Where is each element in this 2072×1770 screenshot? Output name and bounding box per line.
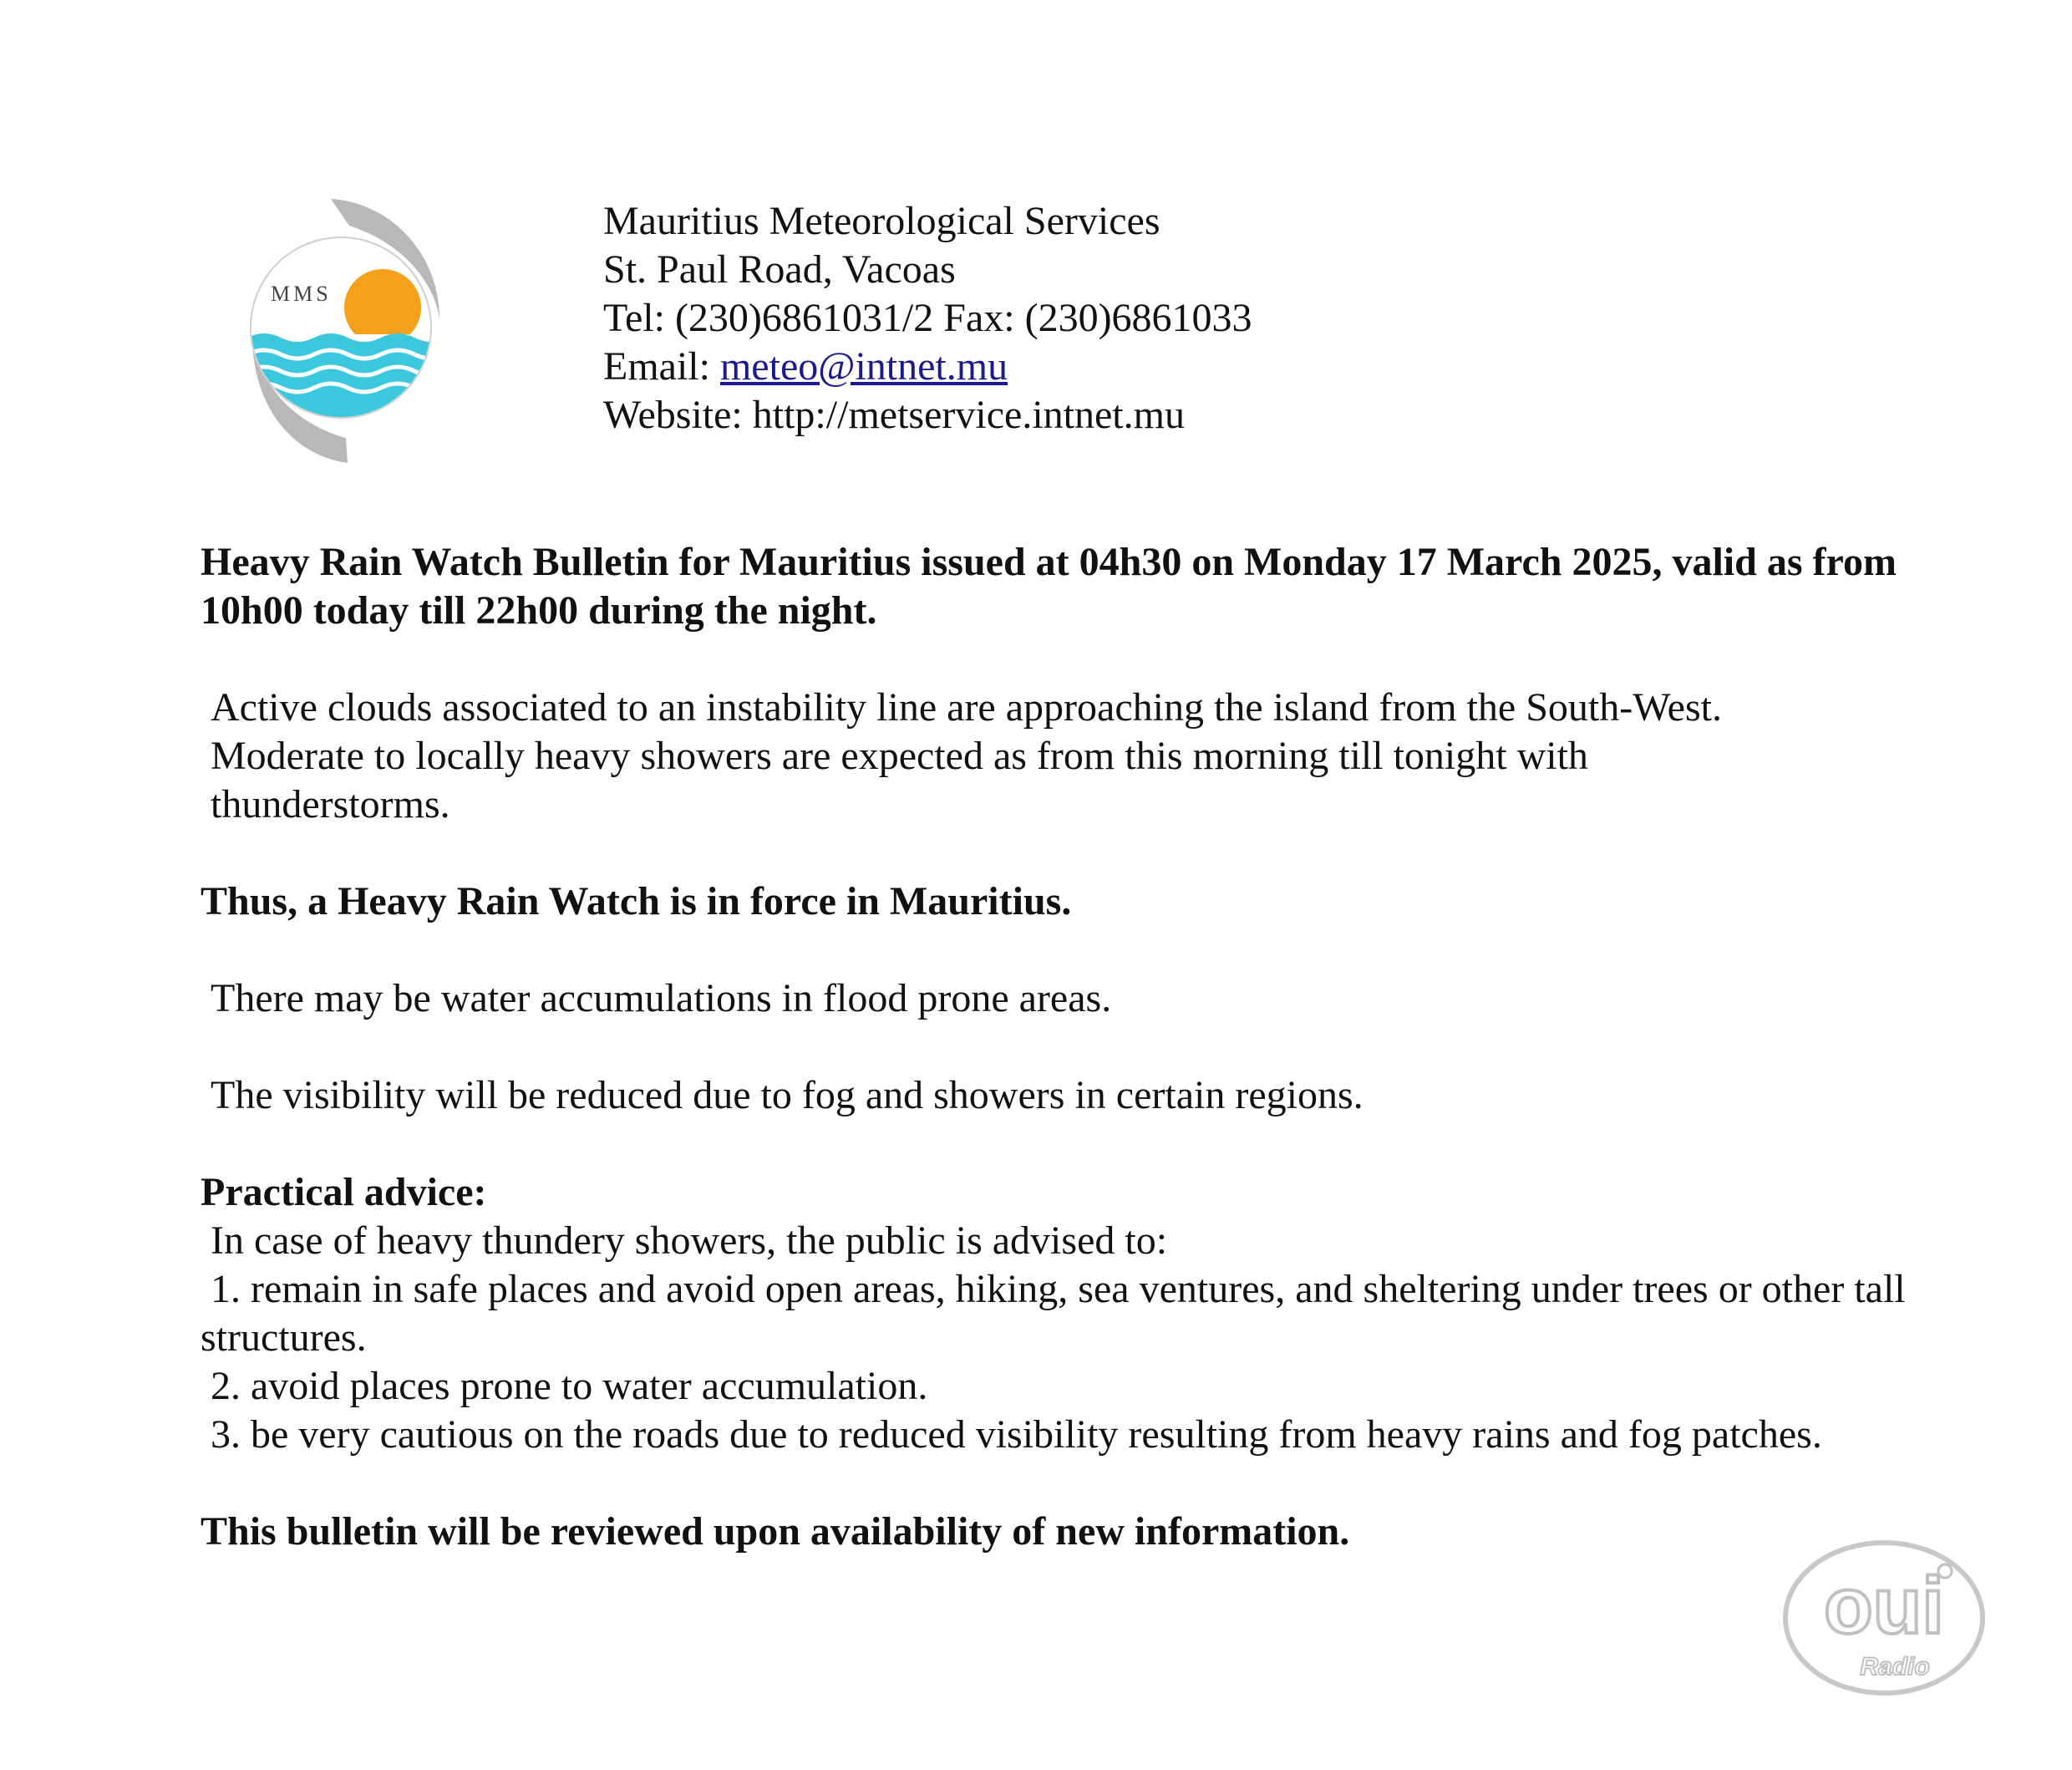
email-link[interactable]: meteo@intnet.mu <box>719 344 1008 389</box>
advice-heading: Practical advice: <box>201 1170 487 1214</box>
address: St. Paul Road, Vacoas <box>603 247 956 292</box>
intro-line: Active clouds associated to an instability line are approaching the island from the South-West. <box>211 685 1722 730</box>
bulletin-title: Heavy Rain Watch Bulletin for Mauritius issued at 04h30 on Monday 17 March 2025, valid as from 10h00 today till 22h00 during the night. <box>201 540 1897 633</box>
advice-item <box>201 1265 1922 1362</box>
org-name: Mauritius Meteorological Services <box>603 199 1160 243</box>
website: Website: http://metservice.intnet.mu <box>603 393 1185 437</box>
bulletin-body <box>201 538 1922 1556</box>
mms-logo <box>247 194 448 470</box>
watermark-subtext: Radio <box>1860 1653 1930 1681</box>
tel-fax: Tel: (230)6861031/2 Fax: (230)6861033 <box>603 296 1252 340</box>
advice-intro: In case of heavy thundery showers, the public is advised to: <box>211 1218 1168 1263</box>
advice-item <box>201 1362 1922 1411</box>
oui-radio-watermark <box>1780 1534 1988 1701</box>
water-note: There may be water accumulations in flood prone areas. <box>211 976 1112 1020</box>
intro-line: Moderate to locally heavy showers are expected as from this morning till tonight with <box>211 734 1588 778</box>
email-label: Email: <box>603 344 720 389</box>
advice-item-text: 1. remain in safe places and avoid open areas, hiking, sea ventures, and sheltering under trees or other tall structures. <box>201 1267 1906 1360</box>
closing-statement: This bulletin will be reviewed upon availability of new information. <box>201 1509 1350 1554</box>
logo-text: MMS <box>271 282 332 306</box>
advice-item-text: 3. be very cautious on the roads due to reduced visibility resulting from heavy rains and fog patches. <box>211 1412 1822 1457</box>
visibility-note: The visibility will be reduced due to fog and showers in certain regions. <box>211 1073 1364 1117</box>
advice-item-text: 2. avoid places prone to water accumulation. <box>211 1364 928 1408</box>
email-line <box>603 343 1252 391</box>
intro-line: thunderstorms. <box>211 782 450 827</box>
header-contact <box>603 197 1252 440</box>
watch-statement: Thus, a Heavy Rain Watch is in force in Mauritius. <box>201 879 1072 923</box>
watermark-text: oui <box>1824 1561 1944 1650</box>
advice-item <box>201 1411 1922 1459</box>
